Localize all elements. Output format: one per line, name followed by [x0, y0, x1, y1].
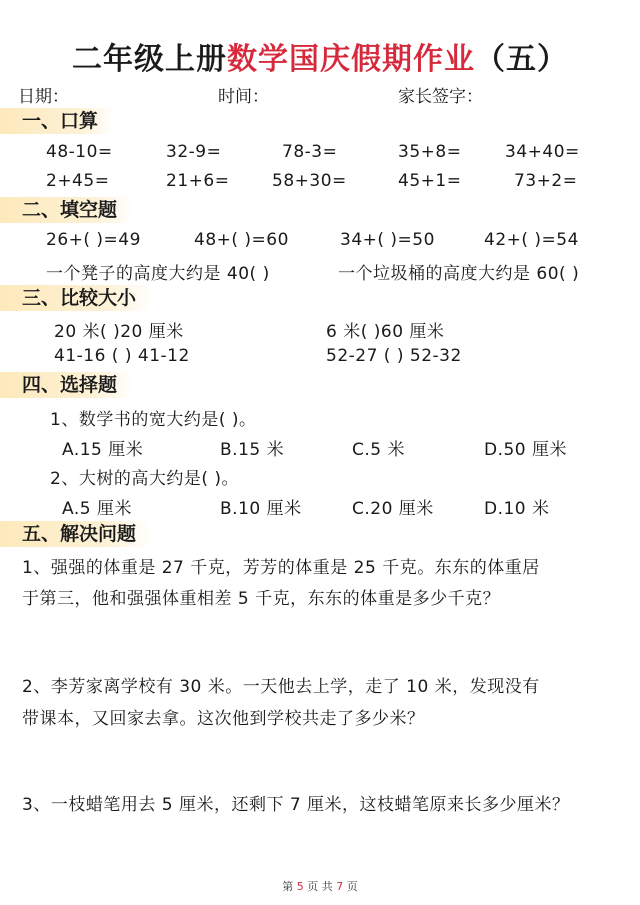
time-label: 时间：: [218, 87, 269, 107]
footer-prefix: 第: [282, 880, 297, 893]
footer-total-pages: 7: [336, 880, 344, 893]
oral-item: 45+1=: [398, 171, 462, 191]
footer-middle: 页 共: [303, 880, 337, 893]
choice-option: A.15 厘米: [62, 440, 144, 460]
problem-2-line-1: 2、李芳家离学校有 30 米。一天他去上学，走了 10 米，发现没有: [22, 677, 540, 697]
section-heading-problems: 五、解决问题: [0, 521, 152, 547]
choice-option: C.20 厘米: [352, 499, 434, 519]
section-heading-fill: 二、填空题: [0, 197, 133, 223]
choice-option: C.5 米: [352, 440, 405, 460]
fill-item: 一个凳子的高度大约是 40( ): [46, 264, 270, 284]
page-title: [0, 34, 640, 78]
fill-item: 26+( )=49: [46, 230, 141, 250]
footer-page-number: 5: [296, 880, 304, 893]
oral-item: 58+30=: [272, 171, 347, 191]
oral-item: 34+40=: [505, 142, 580, 162]
choice-option: B.10 厘米: [220, 499, 302, 519]
fill-item: 34+( )=50: [340, 230, 435, 250]
title-part-subject: 数学国庆假期作业: [227, 42, 475, 77]
choice-option: B.15 米: [220, 440, 285, 460]
fill-item: 48+( )=60: [194, 230, 289, 250]
title-part-number: （五）: [475, 42, 568, 77]
fill-item: 42+( )=54: [484, 230, 579, 250]
section-heading-oral: 一、口算: [0, 108, 114, 134]
choice-option: D.50 厘米: [484, 440, 568, 460]
oral-item: 73+2=: [514, 171, 578, 191]
problem-3-line-1: 3、一枝蜡笔用去 5 厘米，还剩下 7 厘米，这枝蜡笔原来长多少厘米？: [22, 795, 570, 815]
page-footer: [0, 878, 640, 894]
choice-option: A.5 厘米: [62, 499, 132, 519]
section-heading-choice: 四、选择题: [0, 372, 133, 398]
compare-item: 41-16 ( ) 41-12: [54, 346, 190, 366]
problem-2-line-2: 带课本，又回家去拿。这次他到学校共走了多少米？: [22, 709, 425, 729]
choice-option: D.10 米: [484, 499, 550, 519]
signature-label: 家长签字：: [398, 87, 483, 107]
compare-item: 20 米( )20 厘米: [54, 322, 184, 342]
oral-item: 35+8=: [398, 142, 462, 162]
problem-1-line-1: 1、强强的体重是 27 千克，芳芳的体重是 25 千克。东东的体重居: [22, 558, 540, 578]
oral-item: 32-9=: [166, 142, 222, 162]
title-part-grade: 二年级上册: [72, 42, 227, 77]
date-label: 日期：: [18, 87, 69, 107]
oral-item: 48-10=: [46, 142, 113, 162]
section-heading-compare: 三、比较大小: [0, 285, 152, 311]
compare-item: 6 米( )60 厘米: [326, 322, 445, 342]
oral-item: 21+6=: [166, 171, 230, 191]
choice-question-1: 1、数学书的宽大约是( )。: [50, 410, 257, 430]
choice-question-2: 2、大树的高大约是( )。: [50, 469, 239, 489]
fill-item: 一个垃圾桶的高度大约是 60( ): [338, 264, 580, 284]
problem-1-line-2: 于第三，他和强强体重相差 5 千克，东东的体重是多少千克？: [22, 589, 501, 609]
compare-item: 52-27 ( ) 52-32: [326, 346, 462, 366]
oral-item: 2+45=: [46, 171, 110, 191]
oral-item: 78-3=: [282, 142, 338, 162]
footer-suffix: 页: [343, 880, 358, 893]
